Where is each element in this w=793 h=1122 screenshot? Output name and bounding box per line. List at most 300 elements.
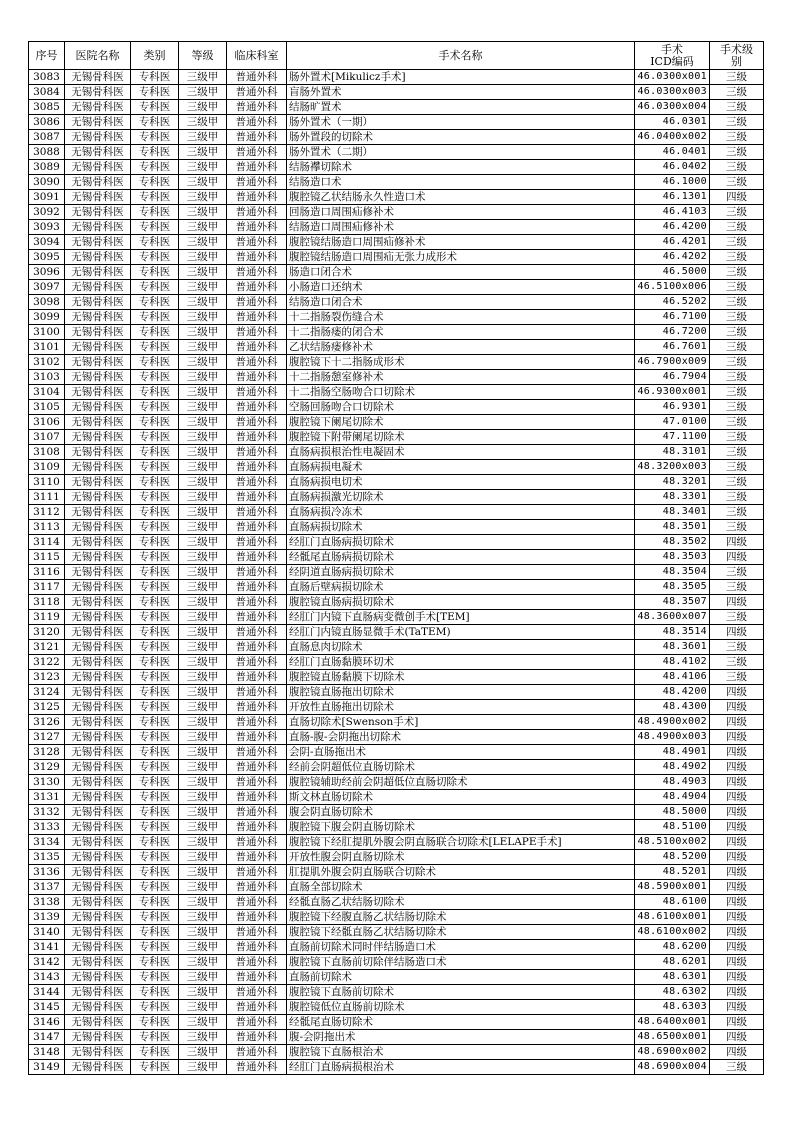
cell-procedure-name: 腹腔镜直肠拖出切除术: [287, 685, 635, 700]
cell-surgery-level: 三级: [710, 130, 764, 145]
cell-procedure-name: 开放性腹会阴直肠切除术: [287, 850, 635, 865]
cell-surgery-level: 三级: [710, 565, 764, 580]
cell-hospital: 无锡骨科医: [65, 190, 131, 205]
cell-procedure-name: 十二指肠裂伤缝合术: [287, 310, 635, 325]
cell-department: 普通外科: [227, 340, 287, 355]
cell-surgery-level: 三级: [710, 280, 764, 295]
cell-surgery-level: 三级: [710, 235, 764, 250]
cell-department: 普通外科: [227, 145, 287, 160]
table-row: [29, 835, 764, 850]
cell-surgery-level: 四级: [710, 760, 764, 775]
cell-seq: 3137: [29, 880, 65, 895]
cell-hospital: 无锡骨科医: [65, 325, 131, 340]
cell-category: 专科医: [131, 550, 179, 565]
cell-grade: 三级甲: [179, 145, 227, 160]
cell-department: 普通外科: [227, 850, 287, 865]
cell-category: 专科医: [131, 1030, 179, 1045]
cell-seq: 3134: [29, 835, 65, 850]
cell-department: 普通外科: [227, 550, 287, 565]
table-row: [29, 970, 764, 985]
cell-seq: 3144: [29, 985, 65, 1000]
cell-category: 专科医: [131, 595, 179, 610]
cell-surgery-level: 四级: [710, 925, 764, 940]
cell-grade: 三级甲: [179, 535, 227, 550]
cell-department: 普通外科: [227, 295, 287, 310]
cell-seq: 3107: [29, 430, 65, 445]
cell-icd-code: 48.3502: [635, 535, 710, 550]
cell-procedure-name: 直肠病损切除术: [287, 520, 635, 535]
cell-surgery-level: 四级: [710, 625, 764, 640]
cell-seq: 3147: [29, 1030, 65, 1045]
cell-seq: 3128: [29, 745, 65, 760]
cell-icd-code: 48.3600x007: [635, 610, 710, 625]
cell-icd-code: 48.5100: [635, 820, 710, 835]
cell-procedure-name: 斯文林直肠切除术: [287, 790, 635, 805]
table-row: [29, 595, 764, 610]
cell-grade: 三级甲: [179, 175, 227, 190]
cell-procedure-name: 腹腔镜下附带阑尾切除术: [287, 430, 635, 445]
cell-surgery-level: 四级: [710, 595, 764, 610]
cell-procedure-name: 腹会阴直肠切除术: [287, 805, 635, 820]
cell-category: 专科医: [131, 505, 179, 520]
cell-surgery-level: 四级: [710, 970, 764, 985]
cell-procedure-name: 经肛门内镜直肠显微手术(TaTEM): [287, 625, 635, 640]
cell-department: 普通外科: [227, 655, 287, 670]
cell-grade: 三级甲: [179, 640, 227, 655]
cell-seq: 3149: [29, 1060, 65, 1075]
cell-surgery-level: 四级: [710, 1030, 764, 1045]
cell-icd-code: 48.3601: [635, 640, 710, 655]
cell-surgery-level: 三级: [710, 265, 764, 280]
cell-seq: 3114: [29, 535, 65, 550]
cell-procedure-name: 经骶直肠乙状结肠切除术: [287, 895, 635, 910]
cell-department: 普通外科: [227, 925, 287, 940]
cell-grade: 三级甲: [179, 340, 227, 355]
cell-seq: 3135: [29, 850, 65, 865]
table-row: [29, 895, 764, 910]
cell-category: 专科医: [131, 760, 179, 775]
cell-seq: 3095: [29, 250, 65, 265]
cell-hospital: 无锡骨科医: [65, 775, 131, 790]
cell-icd-code: 48.3301: [635, 490, 710, 505]
cell-icd-code: 48.4901: [635, 745, 710, 760]
cell-department: 普通外科: [227, 535, 287, 550]
cell-seq: 3099: [29, 310, 65, 325]
cell-procedure-name: 直肠病损根治性电凝固术: [287, 445, 635, 460]
cell-department: 普通外科: [227, 490, 287, 505]
cell-hospital: 无锡骨科医: [65, 535, 131, 550]
cell-procedure-name: 腹腔镜乙状结肠永久性造口术: [287, 190, 635, 205]
cell-grade: 三级甲: [179, 295, 227, 310]
cell-grade: 三级甲: [179, 250, 227, 265]
cell-surgery-level: 四级: [710, 535, 764, 550]
table-row: [29, 580, 764, 595]
table-row: [29, 355, 764, 370]
cell-category: 专科医: [131, 265, 179, 280]
table-row: [29, 565, 764, 580]
cell-icd-code: 48.4903: [635, 775, 710, 790]
table-row: [29, 70, 764, 85]
cell-seq: 3085: [29, 100, 65, 115]
cell-icd-code: 46.5000: [635, 265, 710, 280]
cell-category: 专科医: [131, 1015, 179, 1030]
cell-seq: 3115: [29, 550, 65, 565]
cell-icd-code: 48.3507: [635, 595, 710, 610]
cell-department: 普通外科: [227, 910, 287, 925]
cell-procedure-name: 腹腔镜下经骶直肠乙状结肠切除术: [287, 925, 635, 940]
cell-procedure-name: 开放性直肠拖出切除术: [287, 700, 635, 715]
cell-surgery-level: 三级: [710, 610, 764, 625]
cell-surgery-level: 四级: [710, 775, 764, 790]
cell-surgery-level: 三级: [710, 340, 764, 355]
table-row: [29, 490, 764, 505]
cell-surgery-level: 四级: [710, 730, 764, 745]
table-row: [29, 1045, 764, 1060]
cell-department: 普通外科: [227, 430, 287, 445]
table-row: [29, 880, 764, 895]
cell-icd-code: 48.6100: [635, 895, 710, 910]
cell-seq: 3097: [29, 280, 65, 295]
cell-category: 专科医: [131, 325, 179, 340]
table-row: [29, 985, 764, 1000]
cell-procedure-name: 十二指肠瘘的闭合术: [287, 325, 635, 340]
cell-department: 普通外科: [227, 685, 287, 700]
header-hospital: 医院名称: [65, 42, 131, 70]
table-row: [29, 940, 764, 955]
cell-hospital: 无锡骨科医: [65, 715, 131, 730]
table-row: [29, 130, 764, 145]
table-row: [29, 775, 764, 790]
cell-department: 普通外科: [227, 70, 287, 85]
cell-grade: 三级甲: [179, 505, 227, 520]
cell-icd-code: 48.6100x001: [635, 910, 710, 925]
cell-icd-code: 48.6303: [635, 1000, 710, 1015]
table-row: [29, 100, 764, 115]
cell-department: 普通外科: [227, 1030, 287, 1045]
table-row: [29, 805, 764, 820]
cell-surgery-level: 三级: [710, 520, 764, 535]
cell-surgery-level: 三级: [710, 325, 764, 340]
cell-icd-code: 46.7100: [635, 310, 710, 325]
cell-grade: 三级甲: [179, 670, 227, 685]
cell-grade: 三级甲: [179, 85, 227, 100]
header-row: [29, 42, 764, 70]
cell-surgery-level: 三级: [710, 160, 764, 175]
cell-department: 普通外科: [227, 1060, 287, 1075]
cell-icd-code: 48.6200: [635, 940, 710, 955]
cell-procedure-name: 腹腔镜下阑尾切除术: [287, 415, 635, 430]
cell-surgery-level: 四级: [710, 940, 764, 955]
cell-department: 普通外科: [227, 205, 287, 220]
cell-category: 专科医: [131, 580, 179, 595]
cell-department: 普通外科: [227, 475, 287, 490]
cell-department: 普通外科: [227, 460, 287, 475]
cell-hospital: 无锡骨科医: [65, 1060, 131, 1075]
table-row: [29, 1030, 764, 1045]
cell-procedure-name: 腹腔镜下直肠根治术: [287, 1045, 635, 1060]
cell-department: 普通外科: [227, 730, 287, 745]
cell-procedure-name: 直肠前切除术: [287, 970, 635, 985]
cell-hospital: 无锡骨科医: [65, 505, 131, 520]
cell-category: 专科医: [131, 715, 179, 730]
cell-department: 普通外科: [227, 265, 287, 280]
cell-category: 专科医: [131, 730, 179, 745]
cell-grade: 三级甲: [179, 985, 227, 1000]
cell-icd-code: 46.7601: [635, 340, 710, 355]
cell-icd-code: 46.1000: [635, 175, 710, 190]
cell-category: 专科医: [131, 430, 179, 445]
cell-procedure-name: 腹腔镜辅助经前会阴超低位直肠切除术: [287, 775, 635, 790]
cell-category: 专科医: [131, 130, 179, 145]
cell-grade: 三级甲: [179, 580, 227, 595]
cell-grade: 三级甲: [179, 235, 227, 250]
cell-category: 专科医: [131, 940, 179, 955]
cell-grade: 三级甲: [179, 880, 227, 895]
header-level-line2: 别: [731, 54, 742, 68]
cell-grade: 三级甲: [179, 610, 227, 625]
cell-seq: 3125: [29, 700, 65, 715]
cell-icd-code: 48.4102: [635, 655, 710, 670]
cell-grade: 三级甲: [179, 865, 227, 880]
cell-icd-code: 48.4900x002: [635, 715, 710, 730]
cell-grade: 三级甲: [179, 160, 227, 175]
cell-seq: 3106: [29, 415, 65, 430]
cell-surgery-level: 四级: [710, 910, 764, 925]
cell-grade: 三级甲: [179, 475, 227, 490]
cell-seq: 3089: [29, 160, 65, 175]
cell-seq: 3130: [29, 775, 65, 790]
cell-surgery-level: 三级: [710, 400, 764, 415]
table-row: [29, 325, 764, 340]
cell-icd-code: 48.5201: [635, 865, 710, 880]
cell-department: 普通外科: [227, 940, 287, 955]
cell-grade: 三级甲: [179, 355, 227, 370]
header-department: 临床科室: [227, 42, 287, 70]
cell-hospital: 无锡骨科医: [65, 685, 131, 700]
cell-grade: 三级甲: [179, 70, 227, 85]
cell-category: 专科医: [131, 460, 179, 475]
table-row: [29, 730, 764, 745]
table-row: [29, 175, 764, 190]
cell-seq: 3111: [29, 490, 65, 505]
cell-icd-code: 48.3201: [635, 475, 710, 490]
cell-seq: 3146: [29, 1015, 65, 1030]
cell-procedure-name: 直肠病损激光切除术: [287, 490, 635, 505]
table-header: [29, 42, 764, 70]
cell-hospital: 无锡骨科医: [65, 1015, 131, 1030]
cell-hospital: 无锡骨科医: [65, 745, 131, 760]
cell-hospital: 无锡骨科医: [65, 430, 131, 445]
cell-grade: 三级甲: [179, 325, 227, 340]
cell-icd-code: 48.3505: [635, 580, 710, 595]
cell-category: 专科医: [131, 925, 179, 940]
cell-grade: 三级甲: [179, 190, 227, 205]
table-row: [29, 400, 764, 415]
cell-seq: 3100: [29, 325, 65, 340]
cell-seq: 3098: [29, 295, 65, 310]
cell-icd-code: 46.0300x004: [635, 100, 710, 115]
table-row: [29, 550, 764, 565]
cell-surgery-level: 三级: [710, 295, 764, 310]
table-row: [29, 760, 764, 775]
cell-seq: 3090: [29, 175, 65, 190]
cell-grade: 三级甲: [179, 415, 227, 430]
cell-department: 普通外科: [227, 115, 287, 130]
cell-hospital: 无锡骨科医: [65, 565, 131, 580]
table-row: [29, 475, 764, 490]
cell-surgery-level: 四级: [710, 1015, 764, 1030]
cell-surgery-level: 四级: [710, 850, 764, 865]
table-row: [29, 145, 764, 160]
cell-category: 专科医: [131, 640, 179, 655]
cell-surgery-level: 三级: [710, 580, 764, 595]
table-row: [29, 790, 764, 805]
cell-seq: 3121: [29, 640, 65, 655]
cell-icd-code: 46.0401: [635, 145, 710, 160]
cell-surgery-level: 四级: [710, 715, 764, 730]
cell-category: 专科医: [131, 820, 179, 835]
cell-hospital: 无锡骨科医: [65, 295, 131, 310]
cell-icd-code: 48.6301: [635, 970, 710, 985]
cell-seq: 3088: [29, 145, 65, 160]
cell-category: 专科医: [131, 955, 179, 970]
cell-hospital: 无锡骨科医: [65, 475, 131, 490]
cell-surgery-level: 三级: [710, 505, 764, 520]
cell-seq: 3126: [29, 715, 65, 730]
cell-surgery-level: 三级: [710, 490, 764, 505]
cell-seq: 3138: [29, 895, 65, 910]
cell-hospital: 无锡骨科医: [65, 790, 131, 805]
cell-procedure-name: 空肠回肠吻合口切除术: [287, 400, 635, 415]
cell-seq: 3110: [29, 475, 65, 490]
cell-department: 普通外科: [227, 670, 287, 685]
cell-surgery-level: 四级: [710, 895, 764, 910]
cell-procedure-name: 腹腔镜下十二指肠成形术: [287, 355, 635, 370]
table-row: [29, 670, 764, 685]
surgery-list-table: [28, 41, 764, 1075]
cell-grade: 三级甲: [179, 820, 227, 835]
cell-grade: 三级甲: [179, 445, 227, 460]
cell-icd-code: 46.1301: [635, 190, 710, 205]
cell-surgery-level: 三级: [710, 355, 764, 370]
table-row: [29, 955, 764, 970]
table-row: [29, 745, 764, 760]
cell-grade: 三级甲: [179, 1015, 227, 1030]
cell-procedure-name: 腹腔镜下直肠前切除伴结肠造口术: [287, 955, 635, 970]
cell-procedure-name: 十二指肠空肠吻合口切除术: [287, 385, 635, 400]
cell-hospital: 无锡骨科医: [65, 445, 131, 460]
cell-hospital: 无锡骨科医: [65, 415, 131, 430]
cell-grade: 三级甲: [179, 460, 227, 475]
table-row: [29, 535, 764, 550]
cell-seq: 3112: [29, 505, 65, 520]
cell-department: 普通外科: [227, 175, 287, 190]
cell-grade: 三级甲: [179, 400, 227, 415]
cell-icd-code: 48.4904: [635, 790, 710, 805]
cell-grade: 三级甲: [179, 730, 227, 745]
cell-icd-code: 48.3501: [635, 520, 710, 535]
cell-procedure-name: 肠外置术（一期）: [287, 115, 635, 130]
cell-hospital: 无锡骨科医: [65, 205, 131, 220]
cell-grade: 三级甲: [179, 385, 227, 400]
cell-hospital: 无锡骨科医: [65, 805, 131, 820]
cell-surgery-level: 四级: [710, 550, 764, 565]
cell-surgery-level: 四级: [710, 955, 764, 970]
cell-surgery-level: 三级: [710, 205, 764, 220]
cell-procedure-name: 肛提肌外腹会阴直肠联合切除术: [287, 865, 635, 880]
cell-department: 普通外科: [227, 820, 287, 835]
cell-hospital: 无锡骨科医: [65, 610, 131, 625]
table-row: [29, 655, 764, 670]
cell-icd-code: 48.5900x001: [635, 880, 710, 895]
cell-seq: 3127: [29, 730, 65, 745]
cell-grade: 三级甲: [179, 835, 227, 850]
cell-department: 普通外科: [227, 1045, 287, 1060]
cell-category: 专科医: [131, 895, 179, 910]
cell-grade: 三级甲: [179, 700, 227, 715]
cell-hospital: 无锡骨科医: [65, 385, 131, 400]
table-body: [29, 70, 764, 1075]
cell-procedure-name: 腹腔镜下直肠前切除术: [287, 985, 635, 1000]
cell-grade: 三级甲: [179, 115, 227, 130]
cell-category: 专科医: [131, 115, 179, 130]
cell-hospital: 无锡骨科医: [65, 625, 131, 640]
cell-hospital: 无锡骨科医: [65, 400, 131, 415]
cell-surgery-level: 三级: [710, 475, 764, 490]
cell-hospital: 无锡骨科医: [65, 640, 131, 655]
cell-grade: 三级甲: [179, 205, 227, 220]
cell-grade: 三级甲: [179, 745, 227, 760]
cell-icd-code: 48.5200: [635, 850, 710, 865]
cell-department: 普通外科: [227, 760, 287, 775]
cell-grade: 三级甲: [179, 1000, 227, 1015]
cell-grade: 三级甲: [179, 310, 227, 325]
table-row: [29, 820, 764, 835]
cell-icd-code: 48.6302: [635, 985, 710, 1000]
cell-seq: 3148: [29, 1045, 65, 1060]
cell-hospital: 无锡骨科医: [65, 985, 131, 1000]
cell-department: 普通外科: [227, 805, 287, 820]
table-row: [29, 925, 764, 940]
cell-hospital: 无锡骨科医: [65, 1045, 131, 1060]
cell-category: 专科医: [131, 1000, 179, 1015]
cell-seq: 3103: [29, 370, 65, 385]
cell-seq: 3120: [29, 625, 65, 640]
cell-department: 普通外科: [227, 235, 287, 250]
cell-department: 普通外科: [227, 310, 287, 325]
header-icd-line1: 手术: [661, 42, 683, 56]
cell-icd-code: 46.4200: [635, 220, 710, 235]
cell-procedure-name: 腹腔镜下经腹直肠乙状结肠切除术: [287, 910, 635, 925]
cell-icd-code: 48.5000: [635, 805, 710, 820]
cell-procedure-name: 结肠造口闭合术: [287, 295, 635, 310]
cell-icd-code: 46.0400x002: [635, 130, 710, 145]
cell-procedure-name: 小肠造口还纳术: [287, 280, 635, 295]
table-row: [29, 85, 764, 100]
cell-grade: 三级甲: [179, 715, 227, 730]
cell-hospital: 无锡骨科医: [65, 940, 131, 955]
cell-procedure-name: 直肠后壁病损切除术: [287, 580, 635, 595]
cell-seq: 3124: [29, 685, 65, 700]
cell-seq: 3132: [29, 805, 65, 820]
cell-icd-code: 46.0301: [635, 115, 710, 130]
cell-surgery-level: 四级: [710, 685, 764, 700]
cell-hospital: 无锡骨科医: [65, 235, 131, 250]
cell-surgery-level: 三级: [710, 670, 764, 685]
cell-grade: 三级甲: [179, 910, 227, 925]
cell-hospital: 无锡骨科医: [65, 250, 131, 265]
cell-seq: 3119: [29, 610, 65, 625]
